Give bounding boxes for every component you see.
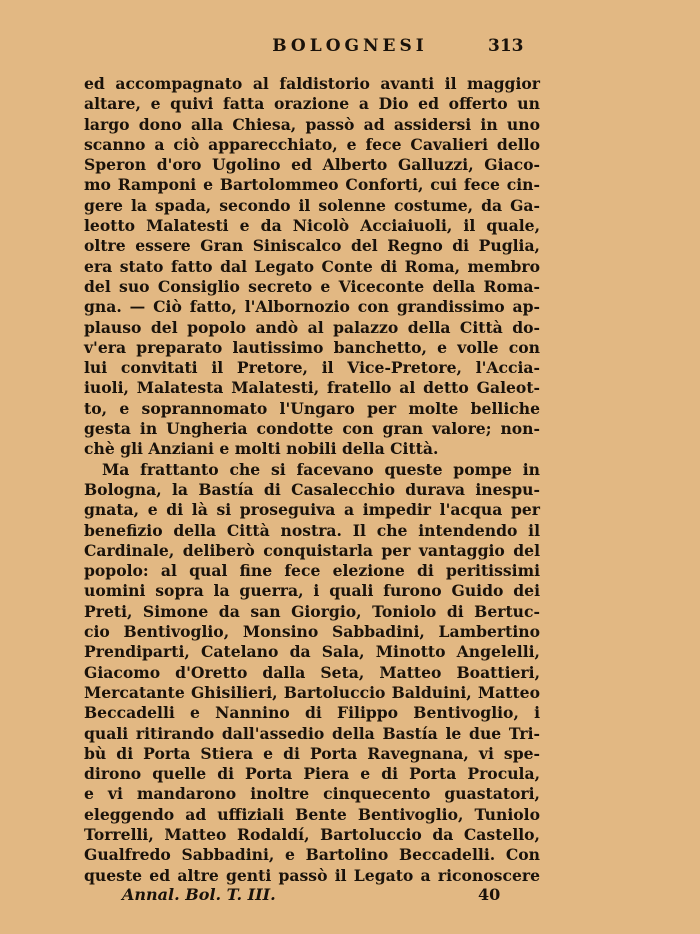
text-line: Speron d'oro Ugolino ed Alberto Galluzzi, Giaco- [84, 155, 540, 175]
text-line: Bologna, la Bastía di Casalecchio durava inespu- [84, 479, 540, 499]
text-line: Cardinale, deliberò conquistarla per vantaggio del [84, 540, 540, 560]
text-line: era stato fatto dal Legato Conte di Roma, membro [84, 256, 540, 276]
text-line: v'era preparato lautissimo banchetto, e volle con [84, 337, 540, 357]
text-line: scanno a ciò apparecchiato, e fece Cavalieri dello [84, 134, 540, 154]
text-line: cio Bentivoglio, Monsino Sabbadini, Lambertino [84, 622, 540, 642]
text-line: Giacomo d'Oretto dalla Seta, Matteo Boattieri, [84, 662, 540, 682]
signature-number: 40 [478, 885, 501, 904]
text-line: lui convitati il Pretore, il Vice-Pretore, l'Accia- [84, 358, 540, 378]
text-line: benefizio della Città nostra. Il che intendendo il [84, 520, 540, 540]
text-line: popolo: al qual fine fece elezione di peritissimi [84, 561, 540, 581]
page-footer [0, 885, 700, 907]
body-text [84, 74, 540, 886]
text-line: ed accompagnato al faldistorio avanti il maggior [84, 74, 540, 93]
text-line: Preti, Simone da san Giorgio, Toniolo di Bertuc- [84, 601, 540, 621]
text-line: Gualfredo Sabbadini, e Bartolino Beccadelli. Con [84, 845, 540, 865]
text-line: chè gli Anziani e molti nobili della Città. [84, 439, 439, 459]
text-line: bù di Porta Stiera e di Porta Ravegnana, vi spe- [84, 743, 540, 763]
text-line: gna. — Ciò fatto, l'Albornozio con grandissimo ap- [84, 297, 540, 317]
text-line: Torrelli, Matteo Rodaldí, Bartoluccio da Castello, [84, 824, 540, 844]
text-line: leotto Malatesti e da Nicolò Acciaiuoli, il quale, [84, 216, 540, 236]
text-line: to, e soprannomato l'Ungaro per molte belliche [84, 398, 540, 418]
text-line: Mercatante Ghisilieri, Bartoluccio Balduini, Matteo [84, 682, 540, 702]
text-line: Beccadelli e Nannino di Filippo Bentivoglio, i [84, 703, 540, 723]
text-line: largo dono alla Chiesa, passò ad assidersi in uno [84, 114, 540, 134]
text-line: iuoli, Malatesta Malatesti, fratello al detto Galeot- [84, 378, 540, 398]
running-title: BOLOGNESI [272, 36, 428, 56]
text-line: uomini sopra la guerra, i quali furono Guido dei [84, 581, 540, 601]
text-line: mo Ramponi e Bartolommeo Conforti, cui fece cin- [84, 175, 540, 195]
text-line: gere la spada, secondo il solenne costume, da Ga- [84, 195, 540, 215]
text-line: e vi mandarono inoltre cinquecento guastatori, [84, 784, 540, 804]
text-line: Ma frattanto che si facevano queste pompe in [102, 459, 540, 479]
paragraph [84, 74, 540, 460]
text-line: queste ed altre genti passò il Legato a riconoscere [84, 865, 540, 885]
text-line: dirono quelle di Porta Piera e di Porta Procula, [84, 764, 540, 784]
text-line: gesta in Ungheria condotte con gran valore; non- [84, 419, 540, 439]
text-line: plauso del popolo andò al palazzo della Città do- [84, 317, 540, 337]
page-number: 313 [488, 36, 524, 56]
paragraph [84, 460, 540, 886]
text-line: oltre essere Gran Siniscalco del Regno di Puglia, [84, 236, 540, 256]
text-line: eleggendo ad uffiziali Bente Bentivoglio, Tuniolo [84, 804, 540, 824]
text-line: quali ritirando dall'assedio della Bastía le due Tri- [84, 723, 540, 743]
printer-signature: Annal. Bol. T. III. [122, 885, 276, 904]
text-line: altare, e quivi fatta orazione a Dio ed offerto un [84, 94, 540, 114]
text-line: del suo Consiglio secreto e Viceconte della Roma- [84, 276, 540, 296]
text-line: gnata, e di là si proseguiva a impedir l'acqua per [84, 500, 540, 520]
text-line: Prendiparti, Catelano da Sala, Minotto Angelelli, [84, 642, 540, 662]
